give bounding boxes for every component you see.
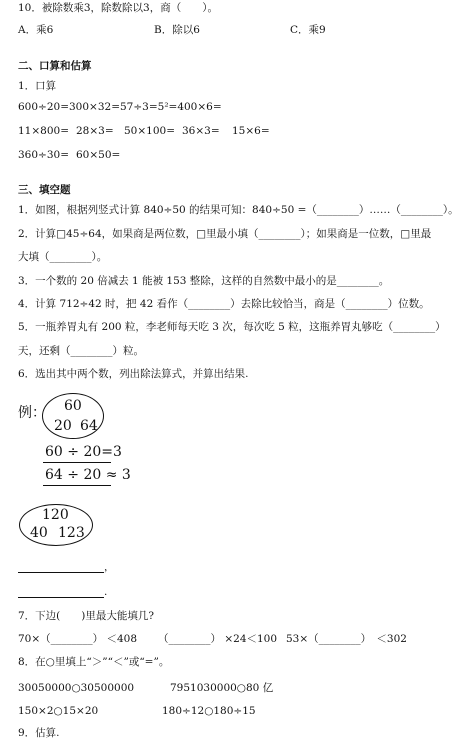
fill-q5-line2: 天，还剩（________）粒。 [18, 345, 144, 357]
q8-stem: 8．在○里填上“＞”“＜”或“=”。 [18, 656, 170, 668]
fill-q1: 1．如图，根据列竖式计算 840÷50 的结果可知：840÷50 =（________）……（________）。 [18, 204, 459, 216]
fill-q2-line2: 大填（________）。 [18, 251, 108, 263]
example-number: 60 [64, 398, 82, 414]
example-equation: 64 ÷ 20 ≈ 3 [45, 467, 131, 483]
answer-comma: ， [104, 561, 115, 573]
q8-compare: 180÷12○180÷15 [162, 705, 256, 717]
oval-number: 120 [42, 507, 69, 523]
fill-q2-line1: 2．计算□45÷64，如果商是两位数，□里最小填（________）；如果商是一位数，□里最 [18, 228, 432, 240]
q10-stem: 10．被除数乘3，除数除以3，商（ ）。 [18, 2, 218, 14]
oval-number: 123 [58, 525, 85, 541]
q10-option-c: C．乘9 [290, 24, 326, 36]
section2-sub1: 1．口算 [18, 80, 57, 92]
example-label: 例： [18, 405, 46, 421]
mental-math-row3-item: 60×50= [76, 149, 121, 161]
q7-part: （________） ×24＜100 [158, 633, 278, 645]
fill-q4: 4．计算 712÷42 时，把 42 看作（________）去除比较恰当，商是（________）位数。 [18, 298, 430, 310]
fill-q3: 3．一个数的 20 倍减去 1 能被 153 整除，这样的自然数中最小的是________。 [18, 275, 390, 287]
q7-part: 53×（________） ＜302 [286, 633, 407, 645]
example-underline [43, 485, 111, 486]
answer-line[interactable] [18, 597, 104, 598]
example-equation: 60 ÷ 20=3 [45, 444, 122, 460]
q7-part: 70×（________） ＜408 [18, 633, 138, 645]
oval-number: 40 [30, 525, 48, 541]
q9-stem: 9．估算. [18, 727, 60, 739]
fill-q6: 6．选出其中两个数，列出除法算式，并算出结果. [18, 368, 249, 380]
mental-math-row1: 600÷20=300×32=57÷3=5²=400×6= [18, 101, 222, 113]
mental-math-row2-item: 28×3= [76, 125, 114, 137]
mental-math-row2-item: 11×800= [18, 125, 69, 137]
mental-math-row3-item: 360÷30= [18, 149, 69, 161]
q8-compare: 7951030000○80 亿 [170, 682, 274, 694]
example-number: 20 [54, 418, 72, 434]
q8-compare: 30050000○30500000 [18, 682, 135, 694]
q8-compare: 150×2○15×20 [18, 705, 99, 717]
q10-option-b: B．除以6 [154, 24, 200, 36]
q10-option-a: A．乘6 [18, 24, 54, 36]
example-underline [43, 462, 111, 463]
section2-title: 二、口算和估算 [18, 60, 92, 72]
q7-stem: 7．下边( )里最大能填几? [18, 610, 155, 622]
mental-math-row2-item: 15×6= [232, 125, 270, 137]
mental-math-row2-item: 36×3= [182, 125, 220, 137]
example-number: 64 [80, 418, 98, 434]
section3-title: 三、填空题 [18, 184, 71, 196]
answer-line[interactable] [18, 572, 104, 573]
answer-period: . [104, 586, 108, 598]
mental-math-row2-item: 50×100= [124, 125, 175, 137]
fill-q5-line1: 5．一瓶养胃丸有 200 粒，李老师每天吃 3 次，每次吃 5 粒，这瓶养胃丸够吃（________） [18, 321, 446, 333]
